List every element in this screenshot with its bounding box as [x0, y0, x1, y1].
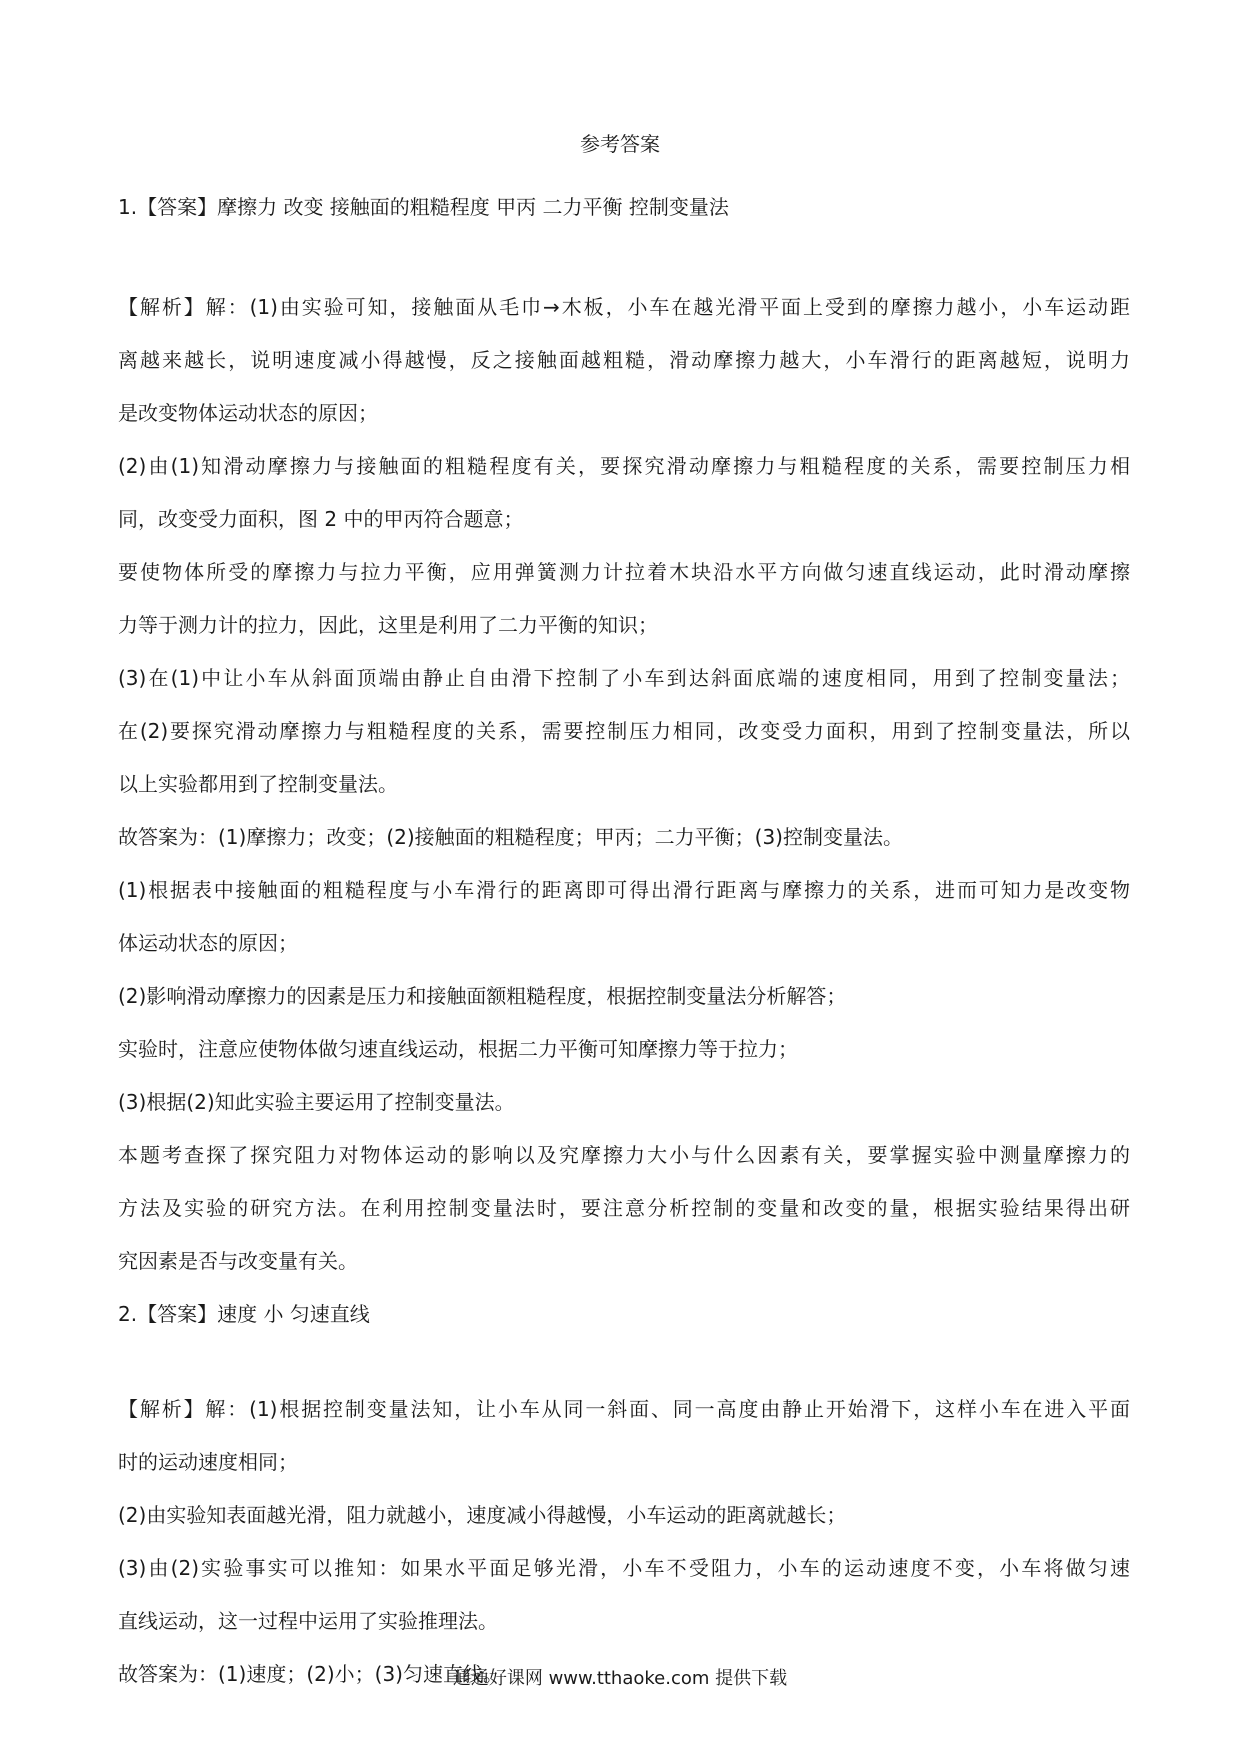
- q2-analysis-line: 【解析】解：(1)根据控制变量法知，让小车从同一斜面、同一高度由静止开始滑下，这样小车在进入平面: [118, 1397, 1130, 1421]
- q1-analysis-line: (3)在(1)中让小车从斜面顶端由静止自由滑下控制了小车到达斜面底端的速度相同，用到了控制变量法；: [118, 666, 1130, 690]
- q1-analysis-line: 在(2)要探究滑动摩擦力与粗糙程度的关系，需要控制压力相同，改变受力面积，用到了控制变量法，所以: [118, 719, 1130, 743]
- q1-analysis-line: (1)根据表中接触面的粗糙程度与小车滑行的距离即可得出滑行距离与摩擦力的关系，进而可知力是改变物: [118, 878, 1130, 902]
- q1-analysis-line: 离越来越长，说明速度减小得越慢，反之接触面越粗糙，滑动摩擦力越大，小车滑行的距离越短，说明力: [118, 348, 1130, 372]
- q1-analysis-line: 故答案为：(1)摩擦力；改变；(2)接触面的粗糙程度；甲丙；二力平衡；(3)控制变量法。: [118, 825, 903, 849]
- q1-analysis-line: 方法及实验的研究方法。在利用控制变量法时，要注意分析控制的变量和改变的量，根据实验结果得出研: [118, 1196, 1130, 1220]
- q1-analysis-line: 体运动状态的原因；: [118, 931, 298, 955]
- q2-analysis-line: 直线运动，这一过程中运用了实验推理法。: [118, 1609, 498, 1633]
- q1-analysis-line: (2)影响滑动摩擦力的因素是压力和接触面额粗糙程度，根据控制变量法分析解答；: [118, 984, 847, 1008]
- q2-analysis: [118, 1396, 1130, 1687]
- q1-analysis-line: 是改变物体运动状态的原因；: [118, 401, 378, 425]
- q1-analysis-line: 本题考查探了探究阻力对物体运动的影响以及究摩擦力大小与什么因素有关，要掌握实验中测量摩擦力的: [118, 1143, 1130, 1167]
- q1-analysis-line: 力等于测力计的拉力，因此，这里是利用了二力平衡的知识；: [118, 613, 658, 637]
- q2-answer: 2.【答案】速度 小 匀速直线: [118, 1302, 370, 1326]
- q1-answer: 1.【答案】摩擦力 改变 接触面的粗糙程度 甲丙 二力平衡 控制变量法: [118, 195, 729, 219]
- q1-analysis-line: (2)由(1)知滑动摩擦力与接触面的粗糙程度有关，要探究滑动摩擦力与粗糙程度的关系，需要控制压力相: [118, 454, 1130, 478]
- q1-analysis-line: 究因素是否与改变量有关。: [118, 1249, 358, 1273]
- page-title: 参考答案: [580, 132, 660, 156]
- answer-content: [118, 194, 1130, 1687]
- q1-analysis-line: 【解析】解：(1)由实验可知，接触面从毛巾→木板，小车在越光滑平面上受到的摩擦力越小，小车运动距: [118, 295, 1130, 319]
- q1-analysis-line: 实验时，注意应使物体做匀速直线运动，根据二力平衡可知摩擦力等于拉力；: [118, 1037, 798, 1061]
- page-footer: 通通好课网 www.tthaoke.com 提供下载: [452, 1668, 788, 1689]
- q2-analysis-line: (2)由实验知表面越光滑，阻力就越小，速度减小得越慢，小车运动的距离就越长；: [118, 1503, 847, 1527]
- q1-analysis: [118, 294, 1130, 1301]
- q1-analysis-line: 同，改变受力面积，图 2 中的甲丙符合题意；: [118, 507, 524, 531]
- q2-analysis-line: (3)由(2)实验事实可以推知：如果水平面足够光滑，小车不受阻力，小车的运动速度不变，小车将做匀速: [118, 1556, 1130, 1580]
- q1-analysis-line: (3)根据(2)知此实验主要运用了控制变量法。: [118, 1090, 515, 1114]
- q1-analysis-line: 以上实验都用到了控制变量法。: [118, 772, 398, 796]
- q2-analysis-line: 时的运动速度相同；: [118, 1450, 298, 1474]
- q2-analysis-line: 故答案为：(1)速度；(2)小；(3)匀速直线。: [118, 1662, 503, 1686]
- q1-analysis-line: 要使物体所受的摩擦力与拉力平衡，应用弹簧测力计拉着木块沿水平方向做匀速直线运动，此时滑动摩擦: [118, 560, 1130, 584]
